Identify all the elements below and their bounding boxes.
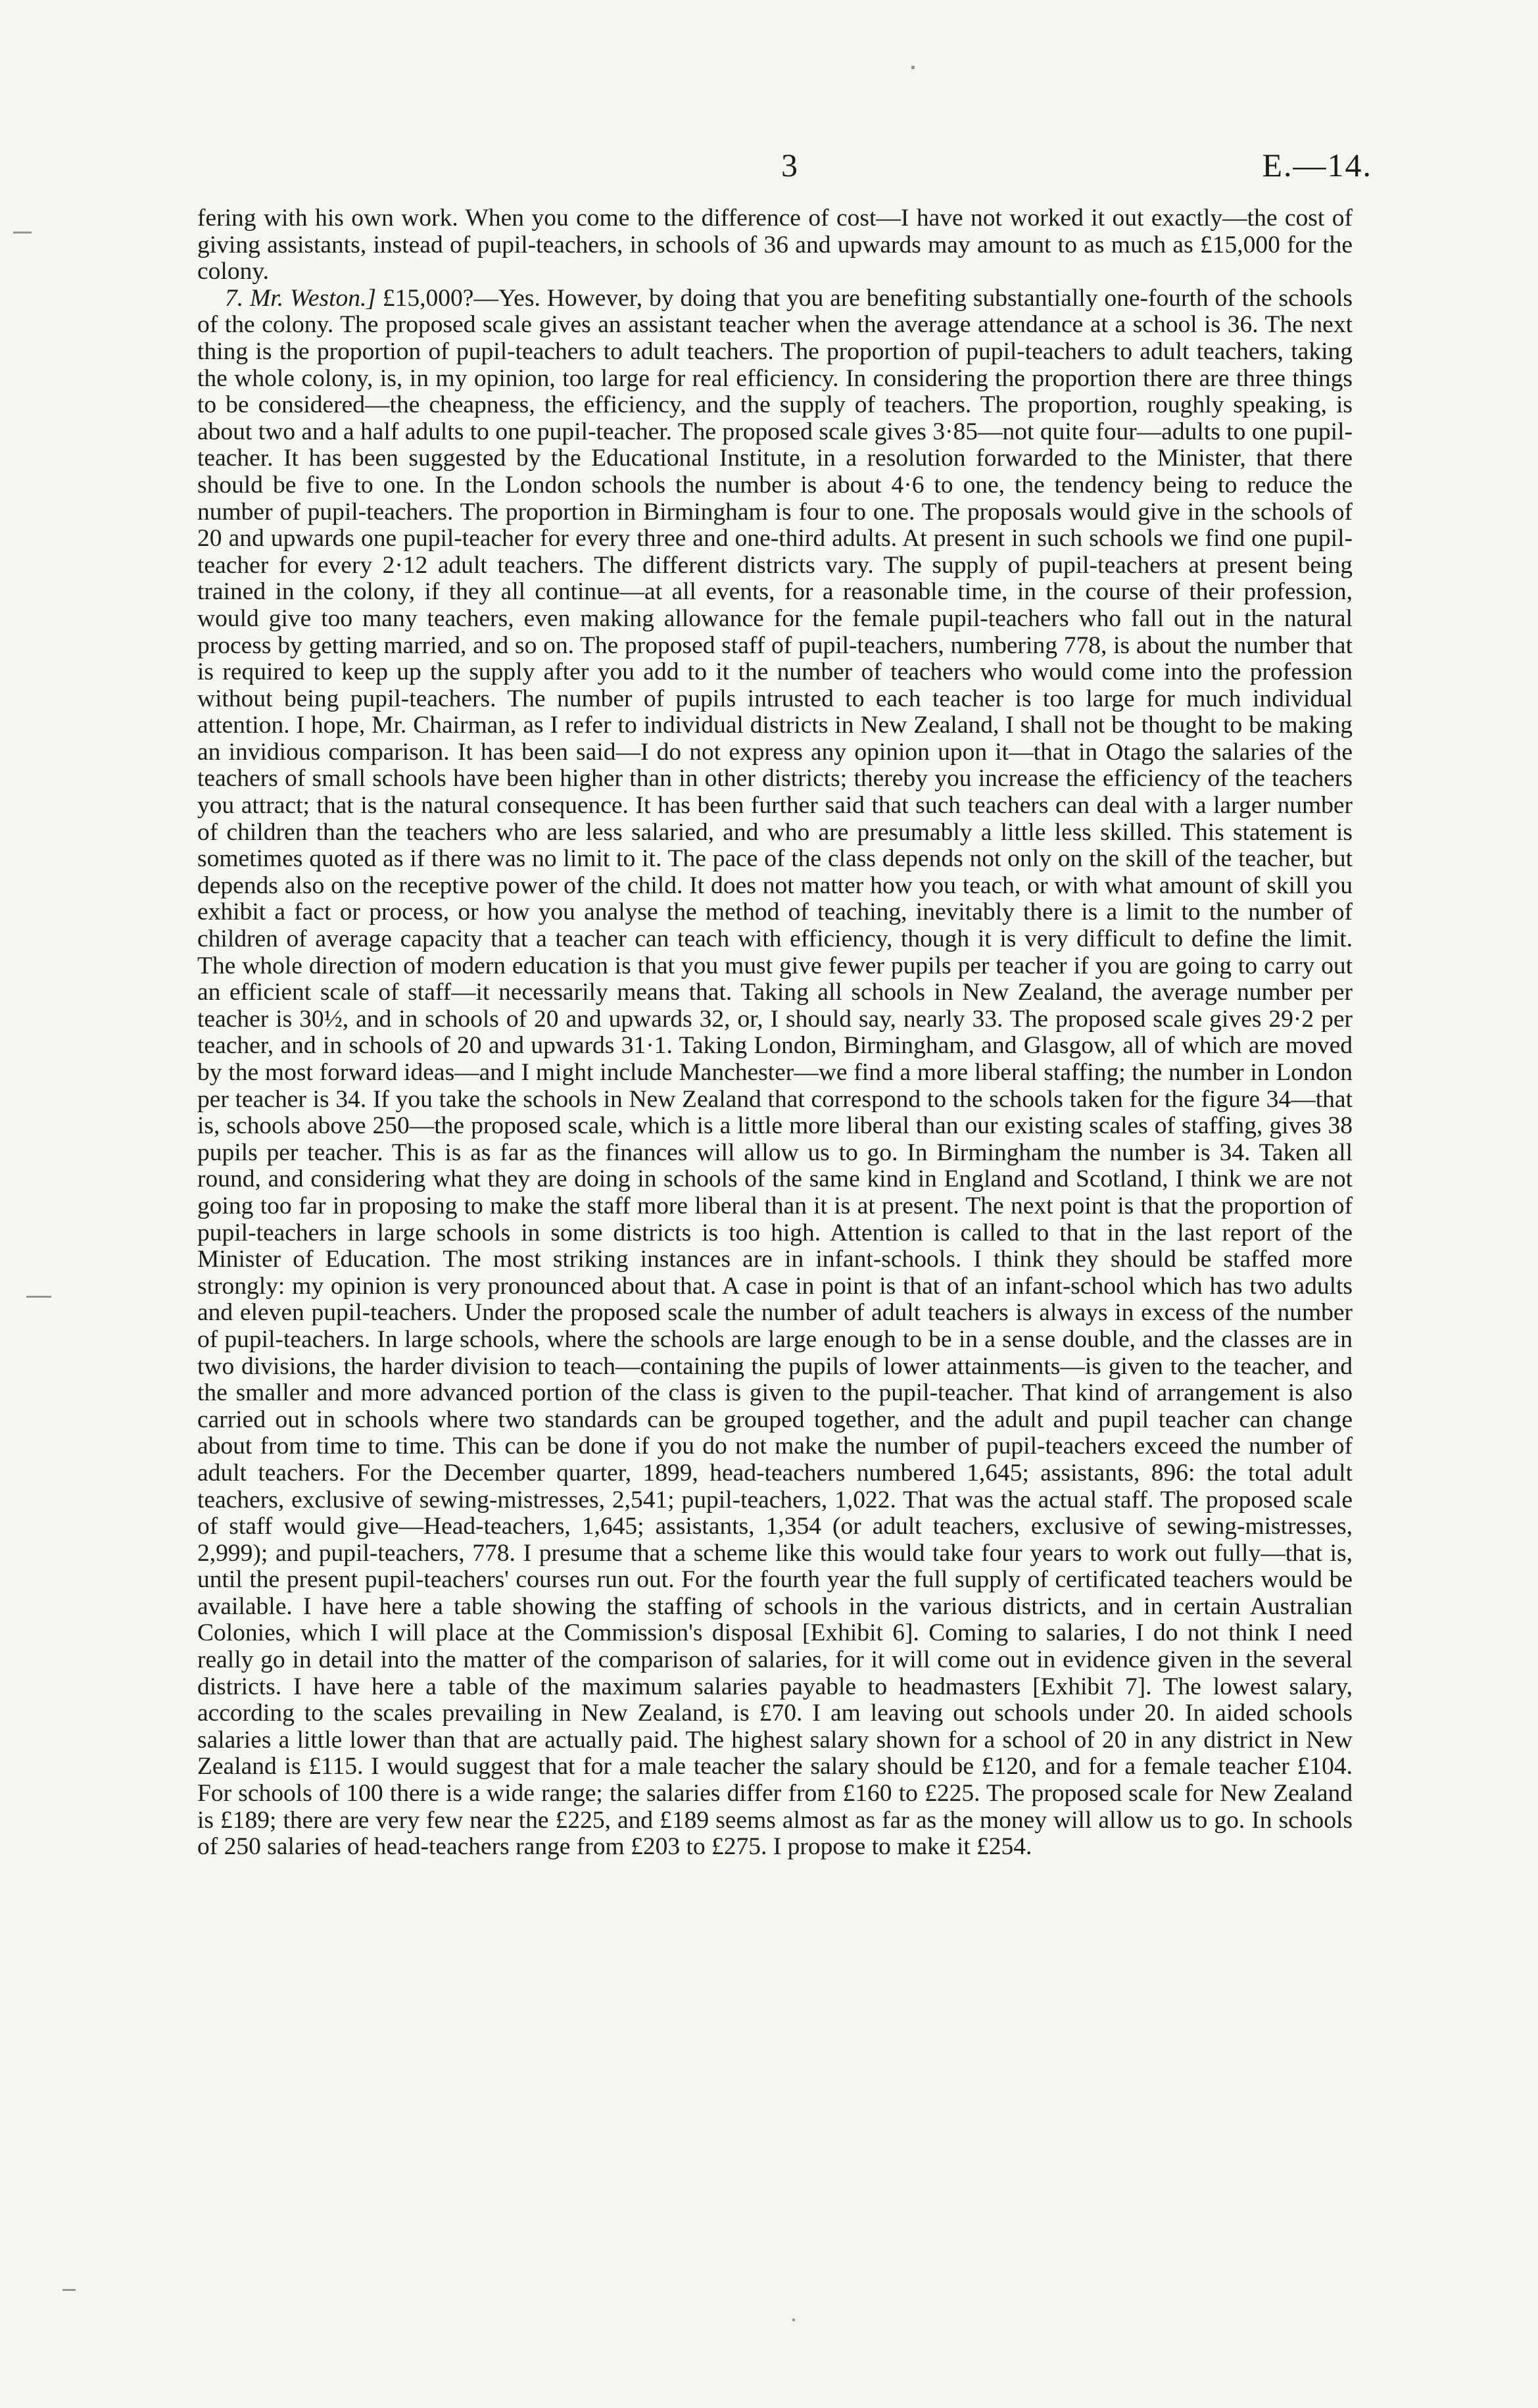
page-header <box>0 146 1538 192</box>
paragraph-text: fering with his own work. When you come to the difference of cost—I have not worked it out exactly—the cost of giving assistants, instead of pupil-teachers, in schools of 36 and upwards may amount to as much as £15,000 for the colony. <box>197 205 1353 285</box>
question-lead: 7. Mr. Weston.] <box>225 284 376 312</box>
page-number: 3 <box>781 147 798 184</box>
scan-mark <box>792 2319 795 2321</box>
document-id: E.—14. <box>1262 147 1372 184</box>
scan-mark <box>13 232 32 233</box>
paragraph-continuation <box>197 205 1353 285</box>
scan-mark <box>911 66 915 69</box>
scan-mark <box>26 1296 51 1298</box>
scan-mark <box>62 2289 76 2291</box>
paragraph-text: £15,000?—Yes. However, by doing that you are benefiting substantially one-fourth of the schools of the colony. The proposed scale gives an assistant teacher when the average attendance at a school is 36. The next thing is the proportion of pupil-teachers to adult teachers. The proportion of pupil-teachers to adult teachers, taking the whole colony, is, in my opinion, too large for real efficiency. In considering the proportion there are three things to be considered—the cheapness, the efficiency, and the supply of teachers. The proportion, roughly speaking, is about two and a half adults to one pupil-teacher. The proposed scale gives 3·85—not quite four—adults to one pupil-teacher. It has been suggested by the Educational Institute, in a resolution forwarded to the Minister, that there should be five to one. In the London schools the number is about 4·6 to one, the tendency being to reduce the number of pupil-teachers. The proportion in Birmingham is four to one. The proposals would give in the schools of 20 and upwards one pupil-teacher for every three and one-third adults. At present in such schools we find one pupil-teacher for every 2·12 adult teachers. The different districts vary. The supply of pupil-teachers at present being trained in the colony, if they all continue—at all events, for a reasonable time, in the course of their profession, would give too many teachers, even making allowance for the female pupil-teachers who fall out in the natural process by getting married, and so on. The proposed staff of pupil-teachers, numbering 778, is about the number that is required to keep up the supply after you add to it the number of teachers who would come into the profession without being pupil-teachers. The number of pupils intrusted to each teacher is too large for much individual attention. I hope, Mr. Chairman, as I refer to individual districts in New Zealand, I shall not be thought to be making an invidious comparison. It has been said—I do not express any opinion upon it—that in Otago the salaries of the teachers of small schools have been higher than in other districts; thereby you increase the efficiency of the teachers you attract; that is the natural consequence. It has been further said that such teachers can deal with a larger number of children than the teachers who are less salaried, and who are presumably a little less skilled. This statement is sometimes quoted as if there was no limit to it. The pace of the class depends not only on the skill of the teacher, but depends also on the receptive power of the child. It does not matter how you teach, or with what amount of skill you exhibit a fact or process, or how you analyse the method of teaching, inevitably there is a limit to the number of children of average capacity that a teacher can teach with efficiency, though it is very difficult to define the limit. The whole direction of modern education is that you must give fewer pupils per teacher if you are going to carry out an efficient scale of staff—it necessarily means that. Taking all schools in New Zealand, the average number per teacher is 30½, and in schools of 20 and upwards 32, or, I should say, nearly 33. The proposed scale gives 29·2 per teacher, and in schools of 20 and upwards 31·1. Taking London, Birmingham, and Glasgow, all of which are moved by the most forward ideas—and I might include Manchester—we find a more liberal staffing; the number in London per teacher is 34. If you take the schools in New Zealand that correspond to the schools taken for the figure 34—that is, schools above 250—the proposed scale, which is a little more liberal than our existing scales of staffing, gives 38 pupils per teacher. This is as far as the finances will allow us to go. In Birmingham the number is 34. Taken all round, and considering what they are doing in schools of the same kind in England and Scotland, I think we are not going too far in proposing to make the staff more liberal than it is at present. The next point is that the proportion of pupil-teachers in large schools in some districts is too high. Attention is called to that in the last report of the Minister of Education. The most striking instances are in infant-schools. I think they should be staffed more strongly: my opinion is very pronounced about that. A case in point is that of an infant-school which has two adults and eleven pupil-teachers. Under the proposed scale the number of adult teachers is always in excess of the number of pupil-teachers. In large schools, where the schools are large enough to be in a sense double, and the classes are in two divisions, the harder division to teach—containing the pupils of lower attainments—is given to the teacher, and the smaller and more advanced portion of the class is given to the pupil-teacher. That kind of arrangement is also carried out in schools where two standards can be grouped together, and the adult and pupil teacher can change about from time to time. This can be done if you do not make the number of pupil-teachers exceed the number of adult teachers. For the December quarter, 1899, head-teachers numbered 1,645; assistants, 896: the total adult teachers, exclusive of sewing-mistresses, 2,541; pupil-teachers, 1,022. That was the actual staff. The proposed scale of staff would give—Head-teachers, 1,645; assistants, 1,354 (or adult teachers, exclusive of sewing-mistresses, 2,999); and pupil-teachers, 778. I presume that a scheme like this would take four years to work out fully—that is, until the present pupil-teachers' courses run out. For the fourth year the full supply of certificated teachers would be available. I have here a table showing the staffing of schools in the various districts, and in certain Australian Colonies, which I will place at the Commission's disposal [Exhibit 6]. Coming to salaries, I do not think I need really go in detail into the matter of the comparison of salaries, for it will come out in evidence given in the several districts. I have here a table of the maximum salaries payable to headmasters [Exhibit 7]. The lowest salary, according to the scales prevailing in New Zealand, is £70. I am leaving out schools under 20. In aided schools salaries a little lower than that are actually paid. The highest salary shown for a school of 20 in any district in New Zealand is £115. I would suggest that for a male teacher the salary should be £120, and for a female teacher £104. For schools of 100 there is a wide range; the salaries differ from £160 to £225. The proposed scale for New Zealand is £189; there are very few near the £225, and £189 seems almost as far as the money will allow us to go. In schools of 250 salaries of head-teachers range from £203 to £275. I propose to make it £254. <box>197 284 1353 1861</box>
paragraph-question-7 <box>197 285 1353 1861</box>
body-text <box>197 205 1353 1861</box>
